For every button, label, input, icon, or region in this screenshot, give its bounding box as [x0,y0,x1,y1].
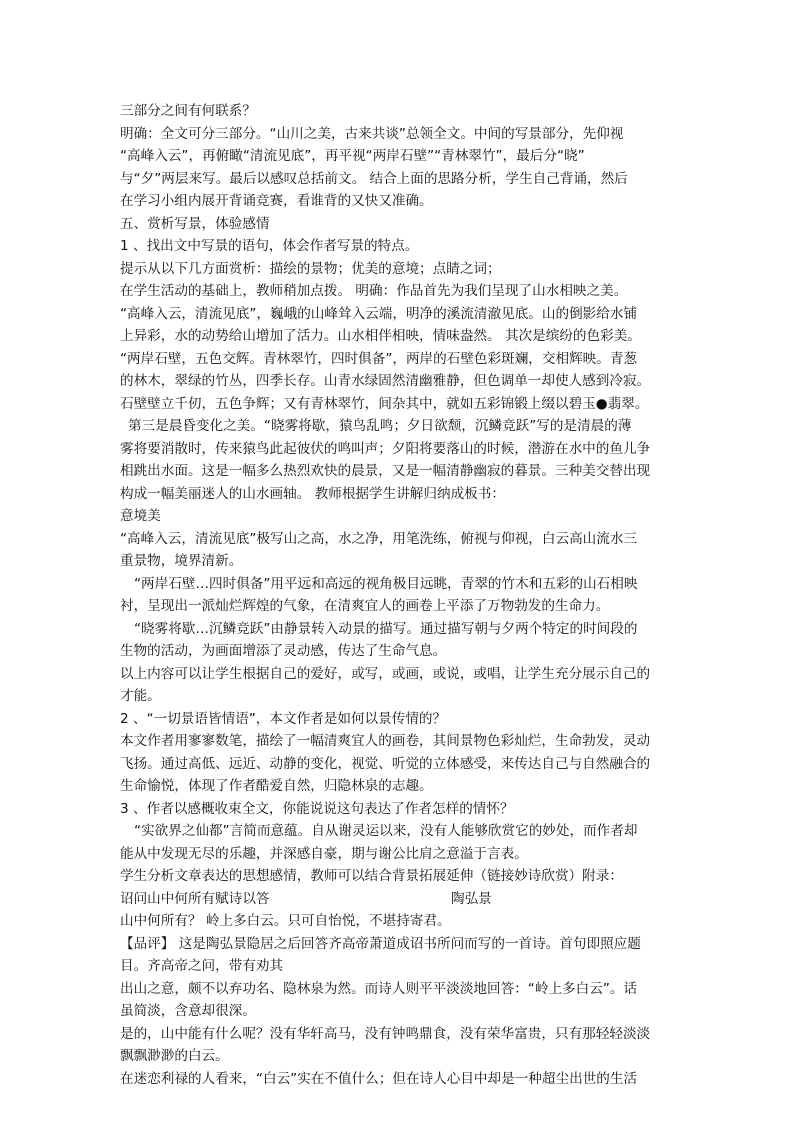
text-line: 重景物，境界清新。 [120,553,243,569]
board-heading: 意境美 [120,508,161,524]
question-heading: 1 、找出文中写景的语句，体会作者写景的特点。 [120,238,419,254]
text-line: 三部分之间有何联系？ [120,103,256,119]
text-line: 本文作者用寥寥数笔，描绘了一幅清爽宜人的画卷，其间景物色彩灿烂，生命勃发，灵动 [120,733,651,749]
text-line: “高峰入云，清流见底”，巍峨的山峰耸入云端，明净的溪流清澈见底。山的倒影给水铺 [120,305,638,322]
text-line: “晓雾将歇…沉鳞竞跃”由静景转入动景的描写。通过描写朝与夕两个特定的时间段的 [134,620,638,637]
text-line: 在学习小组内展开背诵竞赛，看谁背的又快又准确。 [120,193,433,209]
text-line: 能从中发现无尽的乐趣，并深感自豪，期与谢公比肩之意溢于言表。 [120,845,528,862]
poem-author: 陶弘景 [451,890,492,907]
text-line: “高峰入云，清流见底”极写山之高，水之净，用笔洗练，俯视与仰视，白云高山流水三 [120,530,638,547]
text-line: “两岸石壁，五色交辉。青林翠竹，四时俱备”，两岸的石壁色彩斑斓，交相辉映。青葱 [120,350,638,367]
text-line: “两岸石壁…四时俱备”用平远和高远的视角极目远眺，青翠的竹木和五彩的山石相映 [134,575,638,592]
text-line: 才能。 [120,688,161,704]
text-line: 上异彩，水的动势给山增加了活力。山水相伴相映，情味盎然。 其次是缤纷的色彩美。 [120,328,641,344]
text-line: 虽简淡，含意却很深。 [120,1003,256,1019]
text-line: 飞扬。通过高低、远近、动静的变化，视觉、听觉的立体感受，来传达自己与自然融合的 [120,755,651,772]
text-line: “实欲界之仙都”言简而意蕴。自从谢灵运以来，没有人能够欣赏它的妙处，而作者却 [134,823,638,839]
poem-heading [120,888,682,911]
text-line: 雾将要消散时，传来猿鸟此起彼伏的鸣叫声；夕阳将要落山的时候，潜游在水中的鱼儿争 [120,440,651,457]
text-line: 与“夕”两层来写。最后以感叹总括前文。 结合上面的思路分析，学生自己背诵，然后 [120,170,628,187]
section-heading: 五、赏析写景，体验感情 [120,215,270,232]
question-heading: 2 、“一切景语皆情语”，本文作者是如何以景传情的？ [120,710,447,727]
text-line: 相跳出水面。这是一幅多么热烈欢快的晨景，又是一幅清静幽寂的暮景。三种美交替出现 [120,463,651,479]
text-line: 衬，呈现出一派灿烂辉煌的气象，在清爽宜人的画卷上平添了万物勃发的生命力。 [120,598,610,614]
text-line: 出山之意，颇不以弃功名、隐林泉为然。而诗人则平平淡淡地回答：“岭上多白云”。话 [120,980,638,997]
text-line: 第三是晨昏变化之美。“晓雾将歇，猿鸟乱鸣；夕日欲颓，沉鳞竞跃”写的是清晨的薄 [128,418,632,434]
text-line: 飘飘渺渺的白云。 [120,1048,229,1064]
text-line: 生物的活动，为画面增添了灵动感，传达了生命气息。 [120,643,447,659]
text-line: 学生分析文章表达的思想感情，教师可以结合背景拓展延伸（链接妙诗欣赏）附录： [120,868,623,884]
question-heading: 3 、作者以感概收束全文，你能说说这句表达了作者怎样的情怀？ [120,800,514,817]
text-line: 的林木，翠绿的竹丛，四季长存。山青水绿固然清幽雅静，但色调单一却使人感到冷寂。 [120,373,651,389]
text-line: 明确：全文可分三部分。“山川之美，古来共谈”总领全文。中间的写景部分，先仰视 [120,125,624,142]
text-line: 是的，山中能有什么呢？没有华轩高马，没有钟鸣鼎食，没有荣华富贵，只有那轻轻淡淡 [120,1025,651,1042]
text-line: 【品评】 这是陶弘景隐居之后回答齐高帝萧道成诏书所问而写的一首诗。首句即照应题 [120,935,641,952]
text-line: 以上内容可以让学生根据自己的爱好，或写，或画，或说，或唱，让学生充分展示自己的 [120,665,651,682]
text-line: “高峰入云”，再俯瞰“清流见底”，再平视“两岸石壁”“青林翠竹”，最后分“晓” [120,148,585,164]
text-line: 提示从以下几方面赏析：描绘的景物；优美的意境；点睛之词； [120,260,501,277]
text-line: 目。齐高帝之问，带有劝其 [120,958,284,974]
text-line: 生命愉悦，体现了作者酷爱自然，归隐林泉的志趣。 [120,778,433,794]
text-line: 在迷恋利禄的人看来，“白云”实在不值什么；但在诗人心目中却是一种超尘出世的生活 [120,1070,638,1087]
poem-title: 诏问山中何所有赋诗以答 [120,890,270,907]
poem-text: 山中何所有？ 岭上多白云。只可自怡悦，不堪持寄君。 [120,913,451,929]
text-line: 在学生活动的基础上，教师稍加点拨。 明确：作品首先为我们呈现了山水相映之美。 [120,283,628,299]
document-body [120,100,682,1090]
text-line: 石壁壁立千仞，五色争辉；又有青林翠竹，间杂其中，就如五彩锦锻上缀以碧玉●翡翠。 [120,395,649,412]
text-line: 构成一幅美丽迷人的山水画轴。 教师根据学生讲解归纳成板书： [120,485,505,502]
